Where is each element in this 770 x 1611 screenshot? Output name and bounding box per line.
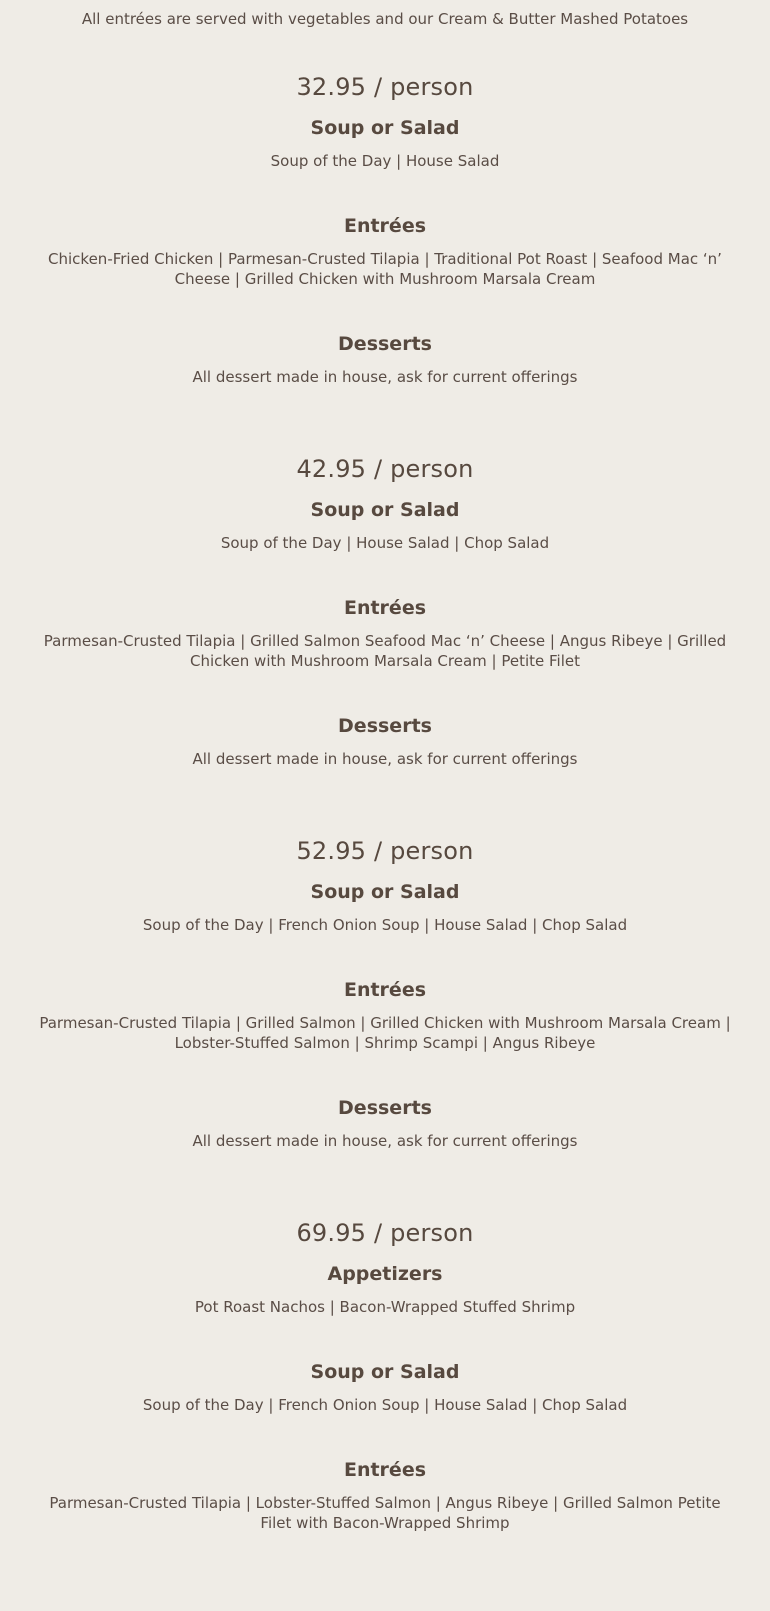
course-entrees [38, 978, 732, 1053]
course-soup-or-salad [38, 498, 732, 553]
course-entrees [38, 214, 732, 289]
package-4 [38, 1218, 732, 1533]
course-items: Soup of the Day | House Salad [270, 152, 500, 170]
course-items: All dessert made in house, ask for current offerings [192, 1132, 578, 1150]
course-desserts [38, 1096, 732, 1151]
course-title: Entrées [343, 215, 427, 237]
menu-intro: All entrées are served with vegetables and our Cream & Butter Mashed Potatoes [81, 10, 689, 28]
package-2 [38, 454, 732, 769]
course-title: Desserts [338, 333, 432, 355]
course-items: All dessert made in house, ask for current offerings [192, 750, 578, 768]
course-items: Soup of the Day | French Onion Soup | House Salad | Chop Salad [142, 916, 628, 934]
course-items: Parmesan-Crusted Tilapia | Grilled Salmon | Grilled Chicken with Mushroom Marsala Cream | Lobster-Stuffed Salmon | Shrimp Scampi | Angus Ribeye [39, 1014, 731, 1052]
course-desserts [38, 714, 732, 769]
course-items: Parmesan-Crusted Tilapia | Grilled Salmon Seafood Mac ‘n’ Cheese | Angus Ribeye | Grilled Chicken with Mushroom Marsala Cream | Petite Filet [43, 632, 727, 670]
package-price: 52.95 / person [296, 837, 474, 865]
course-entrees [38, 596, 732, 671]
package-3 [38, 836, 732, 1151]
course-title: Entrées [343, 597, 427, 619]
course-items: Soup of the Day | House Salad | Chop Salad [220, 534, 550, 552]
course-appetizers [38, 1262, 732, 1317]
course-title: Desserts [338, 1097, 432, 1119]
course-title: Appetizers [327, 1263, 443, 1285]
course-title: Entrées [343, 979, 427, 1001]
package-price: 32.95 / person [296, 73, 474, 101]
course-soup-or-salad [38, 116, 732, 171]
course-soup-or-salad [38, 1360, 732, 1415]
course-items: Soup of the Day | French Onion Soup | House Salad | Chop Salad [142, 1396, 628, 1414]
package-price: 69.95 / person [296, 1219, 474, 1247]
course-title: Soup or Salad [310, 499, 460, 521]
course-title: Desserts [338, 715, 432, 737]
course-title: Soup or Salad [310, 1361, 460, 1383]
course-title: Soup or Salad [310, 881, 460, 903]
package-1 [38, 72, 732, 387]
course-title: Entrées [343, 1459, 427, 1481]
course-items: Pot Roast Nachos | Bacon-Wrapped Stuffed Shrimp [194, 1298, 576, 1316]
course-desserts [38, 332, 732, 387]
course-entrees [38, 1458, 732, 1533]
course-title: Soup or Salad [310, 117, 460, 139]
course-items: Parmesan-Crusted Tilapia | Lobster-Stuffed Salmon | Angus Ribeye | Grilled Salmon Petite Filet with Bacon-Wrapped Shrimp [49, 1494, 721, 1532]
course-items: All dessert made in house, ask for current offerings [192, 368, 578, 386]
course-soup-or-salad [38, 880, 732, 935]
course-items: Chicken-Fried Chicken | Parmesan-Crusted Tilapia | Traditional Pot Roast | Seafood Mac ‘n’ Cheese | Grilled Chicken with Mushroom Marsala Cream [48, 250, 722, 288]
package-price: 42.95 / person [296, 455, 474, 483]
